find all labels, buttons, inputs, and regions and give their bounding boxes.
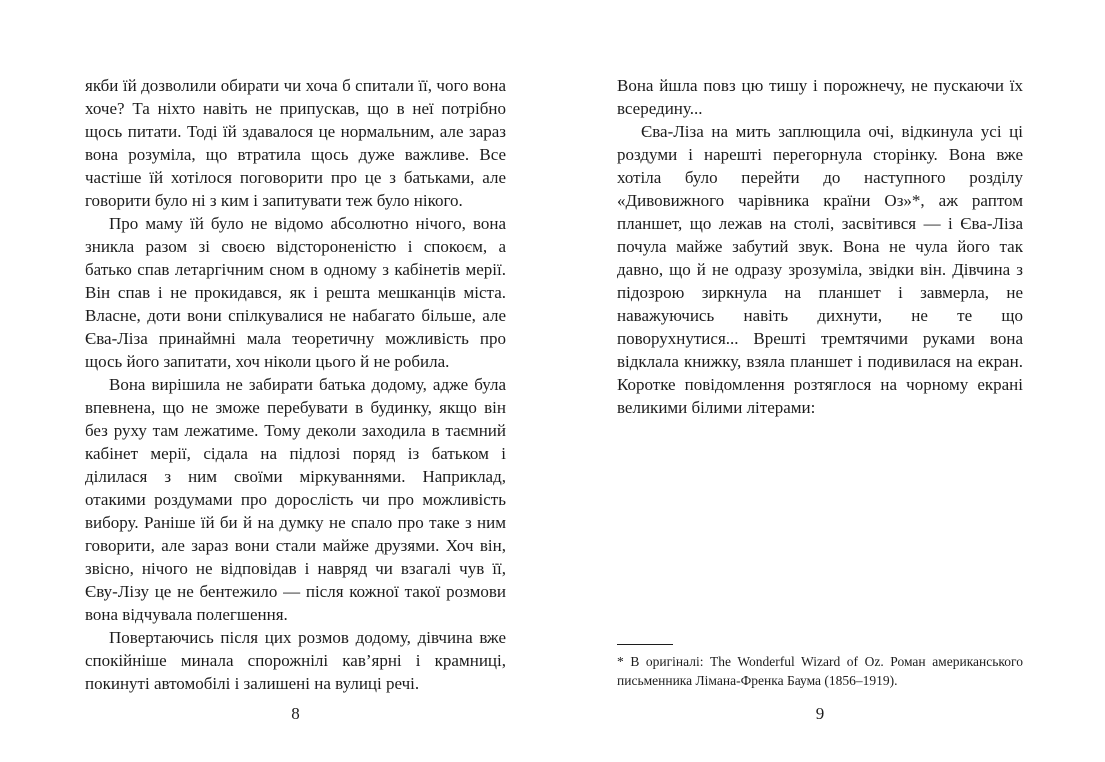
paragraph: Вона йшла повз цю тишу і порожнечу, не пускаючи їх всередину... xyxy=(617,76,1023,118)
paragraph: Про маму їй було не відомо абсолютно нічого, вона зникла разом зі своєю відстороненістю і спокоєм, а батько спав летаргічним сном в одному з кабінетів мерії. Він спав і не прокидався, як і решта мешканців міста. Власне, доти вони спілкувалися не набагато більше, але Єва-Ліза принаймні мала теоретичну можливість про щось його запитати, хоч ніколи цього й не робила. xyxy=(85,214,506,371)
right-page-text xyxy=(617,74,1023,419)
page-number-right: 9 xyxy=(815,704,825,723)
footnote-block xyxy=(617,644,1023,690)
page-number-left: 8 xyxy=(291,704,300,723)
left-page-text xyxy=(85,74,506,695)
paragraph: Вона вирішила не забирати батька додому, адже була впевнена, що не зможе перебувати в будинку, якщо він без руху там лежатиме. Тому деколи заходила в таємний кабінет мерії, сідала на підлозі поряд із батьком і ділилася з ним своїми міркуваннями. Наприклад, отакими роздумами про дорослість чи про можливість вибору. Раніше їй би й на думку не спало про таке з ним говорити, але зараз вони стали майже друзями. Хоч він, звісно, нічого не відповідав і навряд чи взагалі чув її, Єву-Лізу це не бентежило — після кожної такої розмови вона відчувала полегшення. xyxy=(85,375,506,624)
footnote: * В оригіналі: The Wonderful Wizard of Oz. Роман американського письменника Лімана-Френка Баума (1856–1919). xyxy=(617,654,1023,688)
paragraph: Повертаючись після цих розмов додому, дівчина вже спокійніше минала спорожнілі кав’ярні і крамниці, покинуті автомобілі і залишені на вулиці речі. xyxy=(85,628,506,693)
footnote-rule xyxy=(617,644,673,645)
paragraph: Єва-Ліза на мить заплющила очі, відкинула усі ці роздуми і нарешті перегорнула сторінку. Вона вже хотіла було перейти до наступного розділу «Дивовижного чарівника країни Оз»*, аж раптом планшет, що лежав на столі, засвітився — і Єва-Ліза почула майже забутий звук. Вона не чула його так давно, що й не одразу зрозуміла, звідки він. Дівчина з підозрою зиркнула на планшет і завмерла, не наважуючись навіть дихнути, не те що поворухнутися... Врешті тремтячими руками вона відклала книжку, взяла планшет і подивилася на екран. Коротке повідомлення розтяглося на чорному екрані великими білими літерами: xyxy=(617,122,1023,417)
paragraph: якби їй дозволили обирати чи хоча б спитали її, чого вона хоче? Та ніхто навіть не припускав, що в неї потрібно щось питати. Тоді їй здавалося це нормальним, але зараз вона розуміла, що втратила щось дуже важливе. Все частіше їй хотілося поговорити про це з батьками, але говорити було ні з ким і запитувати теж було нікого. xyxy=(85,76,506,210)
